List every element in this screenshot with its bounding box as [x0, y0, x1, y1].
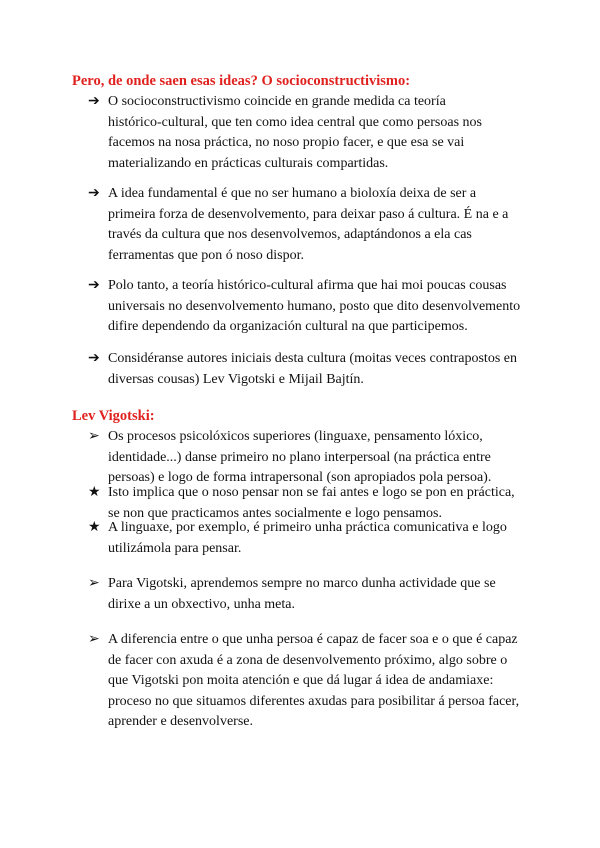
text-line: que Vigotski pon moita atención e que dá lugar á idea de andamiaxe:	[108, 673, 494, 689]
text-line: Os procesos psicolóxicos superiores (linguaxe, pensamento lóxico,	[108, 429, 483, 444]
text-line: O socioconstructivismo coincide en grande medida ca teoría	[108, 94, 446, 109]
text-line: proceso no que situamos diferentes axudas para posibilitar á persoa facer,	[108, 693, 520, 709]
text-line: aprender e desenvolverse.	[108, 714, 253, 730]
section-heading-vigotski: Lev Vigotski:	[72, 408, 155, 424]
text-line: Para Vigotski, aprendemos sempre no marco dunha actividade que se	[108, 576, 496, 591]
text-line: A diferencia entre o que unha persoa é capaz de facer soa e o que é capaz	[108, 632, 518, 647]
text-line: persoas) e logo de forma intrapersonal (son apropiados pola persoa).	[108, 470, 492, 486]
list-item	[88, 427, 528, 489]
text-line: de facer con axuda é a zona de desenvolvemento próximo, algo sobre o	[108, 652, 508, 668]
text-line: ferramentas que pon ó noso dispor.	[108, 247, 304, 263]
list-item-text	[108, 630, 528, 733]
list-item	[88, 630, 528, 733]
list-item-text	[108, 184, 528, 266]
arrow-bullet-icon: ➔	[88, 278, 100, 293]
list-item-text	[108, 574, 528, 615]
text-line: primeira forza de desenvolvemento, para deixar paso á cultura. É na e a	[108, 206, 509, 222]
text-line: A linguaxe, por exemplo, é primeiro unha práctica comunicativa e logo	[108, 520, 507, 535]
text-line: Polo tanto, a teoría histórico-cultural afirma que hai moi poucas cousas	[108, 278, 507, 293]
list-item-text	[108, 92, 528, 174]
text-line: Isto implica que o noso pensar non se fai antes e logo se pon en práctica,	[108, 485, 515, 500]
text-line: través da cultura que nos desenvolvemos, adaptándonos a ela cas	[108, 227, 472, 243]
arrow-bullet-icon: ➔	[88, 186, 100, 201]
star-bullet-icon: ★	[88, 520, 101, 535]
text-line: Considéranse autores iniciais desta cultura (moitas veces contrapostos en	[108, 351, 517, 366]
list-item	[88, 518, 528, 559]
arrow-bullet-icon: ➔	[88, 94, 100, 109]
text-line: universais no desenvolvemento humano, posto que dito desenvolvemento	[108, 298, 521, 314]
text-line: histórico-cultural, que ten como idea central que como persoas nos	[108, 114, 482, 130]
list-item	[88, 349, 528, 390]
text-line: materializando en prácticas culturais compartidas.	[108, 155, 389, 171]
text-line: se non que practicamos antes socialmente e logo pensamos.	[108, 505, 442, 521]
list-item	[88, 574, 528, 615]
section-heading-socioconstructivismo: Pero, de onde saen esas ideas? O socioconstructivismo:	[72, 73, 411, 89]
text-line: utilizámola para pensar.	[108, 540, 242, 556]
list-item-text	[108, 518, 528, 559]
list-item-text	[108, 349, 528, 390]
arrow-bullet-icon: ➔	[88, 351, 100, 366]
list-item	[88, 276, 528, 338]
text-line: dirixe a un obxectivo, unha meta.	[108, 596, 295, 612]
list-item-text	[108, 276, 528, 338]
arrowhead-bullet-icon: ➢	[88, 576, 100, 591]
list-item	[88, 92, 528, 174]
list-item	[88, 184, 528, 266]
list-item-text	[108, 427, 528, 489]
arrowhead-bullet-icon: ➢	[88, 632, 100, 647]
star-bullet-icon: ★	[88, 485, 101, 500]
text-line: A idea fundamental é que no ser humano a bioloxía deixa de ser a	[108, 186, 477, 201]
text-line: facemos na nosa práctica, no noso propio facer, e que esa se vai	[108, 135, 465, 151]
text-line: difire dependendo da organización cultural na que participemos.	[108, 319, 468, 335]
text-line: identidade...) danse primeiro no plano interpersoal (na práctica entre	[108, 449, 491, 465]
arrowhead-bullet-icon: ➢	[88, 429, 100, 444]
text-line: diversas cousas) Lev Vigotski e Mijail Bajtín.	[108, 371, 364, 387]
